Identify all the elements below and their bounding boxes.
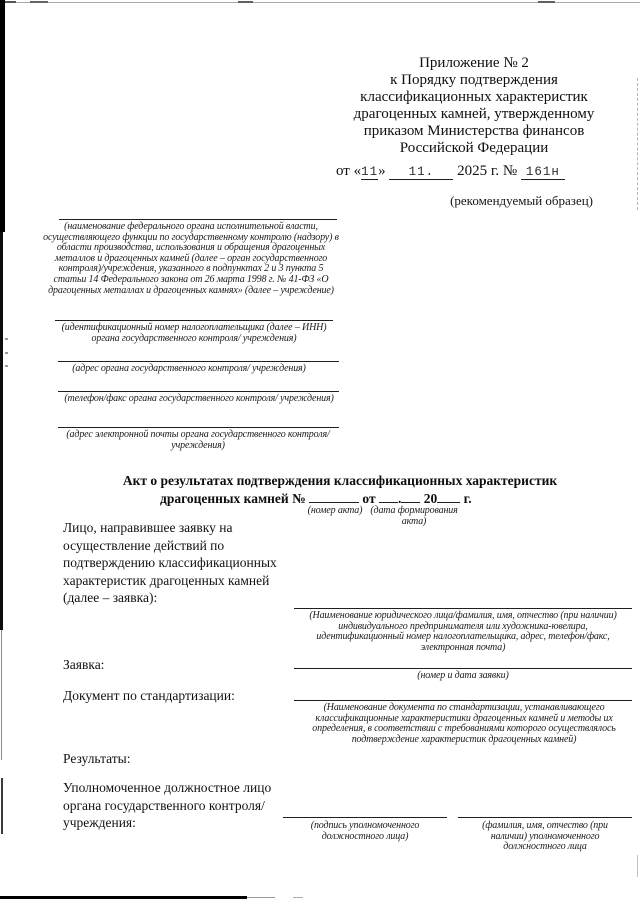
official-label: Уполномоченное должностное лицо органа государственного контроля/ учреждения:: [63, 780, 272, 830]
bottom-edge-scan-dash: [247, 897, 275, 898]
order-month-value: 11.: [389, 165, 453, 180]
date-year-text: 2025 г. №: [457, 163, 518, 179]
address-caption: (адрес органа государственного контроля/ учреждения): [72, 363, 306, 374]
right-edge-scan-dash: [637, 855, 638, 877]
request-label: Заявка:: [63, 657, 105, 672]
inn-line: [55, 320, 333, 321]
act-date-day-blank: [379, 490, 398, 503]
signature-caption: (подпись уполномоченного должностного лица): [310, 820, 420, 842]
applicant-line: [294, 608, 632, 609]
left-edge-scan-tick: [5, 365, 8, 367]
act-number-caption: (номер акта): [307, 505, 363, 516]
bottom-edge-scan-dash: [293, 897, 303, 898]
left-edge-scan-tick: [5, 352, 8, 354]
issuer-name-line: [59, 219, 337, 220]
appendix-heading-line: к Порядку подтверждения: [390, 72, 558, 88]
request-line: [294, 668, 632, 669]
address-line: [58, 361, 339, 362]
act-date-month-blank: [401, 490, 420, 503]
left-edge-scan-artifact: [0, 232, 3, 630]
appendix-heading-line: Российской Федерации: [399, 140, 549, 156]
appendix-heading: [330, 55, 618, 157]
signature-line: [283, 817, 447, 818]
left-edge-scan-artifact: [1, 778, 3, 834]
applicant-label: Лицо, направившее заявку на осуществление действий по подтверждению классификационных характеристик драгоценных камней (далее – заявка):: [63, 520, 277, 605]
act-year-text: 20: [423, 491, 438, 506]
left-edge-scan-artifact: [1, 630, 2, 760]
results-label: Результаты:: [63, 751, 131, 766]
top-edge-scan-dash: [30, 1, 48, 3]
phone-line: [58, 391, 339, 392]
phone-caption: (телефон/факс органа государственного контроля/ учреждения): [64, 393, 334, 404]
appendix-heading-line: классификационных характеристик: [360, 89, 588, 105]
appendix-heading-line: приказом Министерства финансов: [363, 123, 585, 139]
bottom-edge-scan-artifact: [0, 896, 247, 899]
act-date-caption: (дата формирования акта): [370, 505, 458, 527]
standard-doc-caption: (Наименование документа по стандартизации, устанавливающего классификационные характеристики драгоценных камней и методы их определения, в соответствии с требованиями которого осуществлялось подтверждение характеристик драгоценных камней): [312, 702, 616, 745]
recommended-sample-note: (рекомендуемый образец): [450, 193, 593, 208]
order-day-value: 11: [361, 165, 379, 179]
top-edge-scan-dash: [238, 1, 253, 3]
left-edge-scan-tick: [5, 338, 8, 340]
act-title-line2-text: драгоценных камней №: [160, 491, 306, 506]
appendix-heading-line: Приложение № 2: [419, 55, 529, 71]
order-date-line: [336, 163, 622, 180]
issuer-name-caption: (наименование федерального органа исполнительной власти, осуществляющего функции по государственному контролю (надзору) в области производства, использования и обращения драгоценных металлов и драгоценных камней (далее – орган государственного контроля)/учреждения, указанного в подпунктах 2 и 3 пункта 5 статьи 14 Федерального закона от 26 марта 1998 г. № 41-ФЗ «О драгоценных металлах и драгоценных камнях» (далее – учреждение): [43, 221, 339, 296]
applicant-caption: (Наименование юридического лица/фамилия, имя, отчество (при наличии) индивидуального предпринимателя или художника-ювелира, идентификационный номер налогоплательщика, адрес, телефон/факс, электронная почта): [309, 610, 617, 653]
email-line: [58, 427, 339, 428]
appendix-heading-line: драгоценных камней, утвержденному: [353, 106, 595, 122]
act-title-line1: Акт о результатах подтверждения классификационных характеристик: [122, 473, 558, 488]
act-g-text: г.: [463, 491, 472, 506]
date-close-quote: »: [378, 163, 386, 179]
act-date-dot: .: [397, 491, 402, 506]
order-number-value: 161н: [521, 165, 565, 180]
inn-caption: (идентификационный номер налогоплательщика (далее – ИНН) органа государственного контроля/ учреждения): [61, 322, 327, 344]
date-prefix: от «: [336, 163, 362, 179]
official-name-caption: (фамилия, имя, отчество (при наличии) уполномоченного должностного лица: [482, 820, 608, 853]
left-edge-scan-artifact: [0, 0, 5, 232]
standard-doc-label: Документ по стандартизации:: [63, 688, 235, 703]
email-caption: (адрес электронной почты органа государственного контроля/ учреждения): [66, 429, 330, 451]
act-from-text: от: [362, 491, 376, 506]
act-number-blank: [309, 490, 359, 503]
top-edge-scan-dash: [538, 1, 555, 3]
right-edge-scan-artifact: [637, 78, 638, 210]
act-year-blank: [437, 490, 460, 503]
request-caption: (номер и дата заявки): [417, 670, 509, 681]
official-name-line: [458, 817, 632, 818]
top-edge-scan-dash: [4, 1, 16, 3]
standard-doc-line: [294, 700, 632, 701]
